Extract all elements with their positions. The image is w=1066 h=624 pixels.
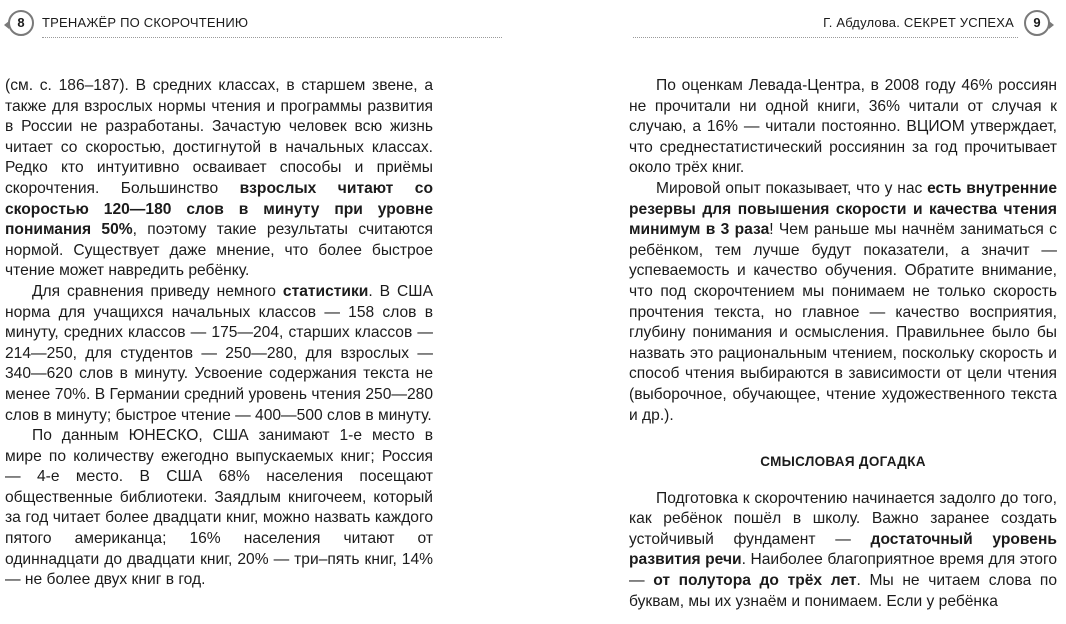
right-page-body [629,76,1057,612]
paragraph: Подготовка к скорочтению начинается задолго до того, как ребёнок пошёл в школу. Важно заранее создать устойчивый фундамент — достаточный уровень развития речи. Наиболее благоприятное время для этого — от полутора до трёх лет. Мы не читаем слова по буквам, мы их узнаём и понимаем. Если у ребёнка [629,489,1057,610]
right-page [533,0,1066,624]
section-heading: СМЫСЛОВАЯ ДОГАДКА [760,454,926,470]
left-page-body [5,76,433,591]
header-divider-right [633,37,1018,38]
paragraph: По данным ЮНЕСКО, США занимают 1-е место в мире по количеству ежегодно выпускаемых книг; Россия — 4-е место. В США 68% населения посещают общественные библиотеки. Заядлым книгочеем, который за год читает более двадцати книг, можно назвать каждого пятого американца; 16% населения читают от одиннадцати до двадцати книг, 20% — три–пять книг, 14% — не более двух книг в год. [5,427,433,589]
right-page-header [533,10,1066,40]
left-page-header [0,10,533,40]
header-divider-left [42,37,502,38]
paragraph: По оценкам Левада-Центра, в 2008 году 46% россиян не прочитали ни одной книги, 36% читали от случая к случаю, а 16% — читали постоянно. ВЦИОМ утверждает, что среднестатистический россиянин за год прочитывает около трёх книг. [629,77,1057,177]
page-number-badge-right: 9 [1024,10,1050,36]
running-head-right: Г. Абдулова. СЕКРЕТ УСПЕХА [823,15,1014,30]
running-head-left: ТРЕНАЖЁР ПО СКОРОЧТЕНИЮ [42,15,249,30]
paragraph: (см. с. 186–187). В средних классах, в старшем звене, а также для взрослых нормы чтения и программы развития в России не разработаны. Зачастую человек всю жизнь читает со скоростью, достигнутой в начальных классах. Редко кто интуитивно осваивает способы и приёмы скорочтения. Большинство взрослых читают со скоростью 120—180 слов в минуту при уровне понимания 50%, поэтому такие результаты считаются нормой. Существует даже мнение, что более быстрое чтение может навредить ребёнку. [5,77,433,280]
paragraph: Мировой опыт показывает, что у нас есть внутренние резервы для повышения скорости и качества чтения минимум в 3 раза! Чем раньше мы начнём заниматься с ребёнком, тем лучше будут показатели, а значит — успеваемость и качество обучения. Обратите внимание, что под скорочтением мы понимаем не только скорость прочтения текста, но главное — качество восприятия, глубину понимания и осмысления. Правильнее было бы назвать это рациональным чтением, поскольку скорость и способ чтения выбираются в зависимости от цели чтения (выборочное, обучающее, чтение художественного текста и др.). [629,179,1057,424]
page-number-badge-left: 8 [8,10,34,36]
paragraph: Для сравнения приведу немного статистики. В США норма для учащихся начальных классов — 158 слов в минуту, средних классов — 175—204, старших классов — 214—250, для студентов — 250—280, для взрослых — 340—620 слов в минуту. Усвоение содержания текста не менее 70%. В Германии средний уровень чтения 250—280 слов в минуту; быстрое чтение — 400—500 слов в минуту. [5,282,433,424]
